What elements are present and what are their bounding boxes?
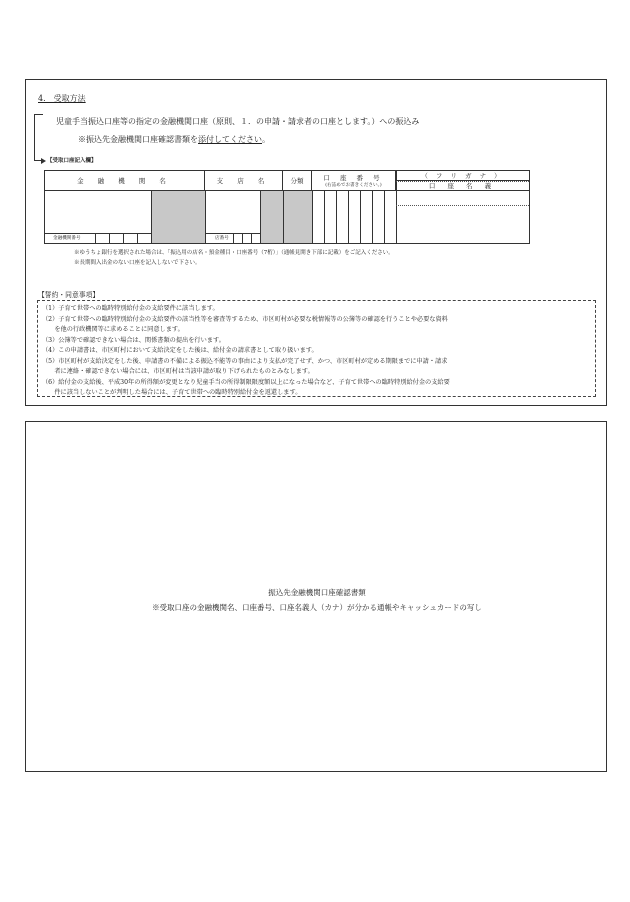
furigana-divider bbox=[396, 181, 529, 182]
branch-name-header: 支 店 名 bbox=[205, 171, 283, 191]
branch-type-shaded bbox=[260, 191, 283, 243]
account-number-title: 口 座 番 号 bbox=[323, 174, 384, 182]
attachment-instruction-prefix: ※振込先金融機関口座確認書類を bbox=[78, 135, 198, 144]
pledge-item: を他の行政機関等に求めることに同意します。 bbox=[42, 326, 184, 333]
attachment-area[interactable] bbox=[25, 421, 607, 772]
account-holder-header: 口 座 名 義 bbox=[396, 181, 529, 191]
category-shaded bbox=[284, 191, 312, 243]
furigana-field[interactable] bbox=[396, 191, 529, 205]
pledge-item: （5）市区町村が支給決定をした後、申請書の不備による振込不能等の事由により支払が完了せず、かつ、市区町村が定める期限までに申請・請求 bbox=[42, 357, 448, 365]
account-number-header bbox=[312, 171, 396, 191]
receiving-method-section bbox=[25, 79, 607, 406]
pledge-box bbox=[37, 300, 596, 397]
bank-type-shaded bbox=[151, 191, 205, 243]
category-account-divider bbox=[312, 191, 313, 243]
pledge-item: （1）子育て世帯への臨時特別給付金の支給要件に該当します。 bbox=[42, 305, 219, 312]
branch-name-field[interactable] bbox=[205, 191, 260, 233]
furigana-header: （ フ リ ガ ナ ） bbox=[396, 171, 529, 181]
pledge-item: 件に該当しないことが判明した場合には、子育て世帯への臨時特別給付金を返還します。 bbox=[42, 389, 302, 396]
bank-code-cell-1[interactable] bbox=[95, 233, 96, 243]
bank-transfer-line: 児童手当振込口座等の指定の金融機関口座（原則、１．の申請・請求者の口座とします。）への振込み bbox=[56, 117, 420, 126]
account-digit-cell-3[interactable] bbox=[348, 191, 349, 243]
pledge-item: 者に連絡・確認できない場合には、市区町村は当該申請が取り下げられたものとみなします。 bbox=[42, 368, 314, 375]
account-digit-cell-1[interactable] bbox=[324, 191, 325, 243]
pledge-heading: 【誓約・同意事項】 bbox=[38, 291, 100, 299]
bank-gray-divider bbox=[151, 191, 152, 243]
attachment-description: ※受取口座の金融機関名、口座番号、口座名義人（カナ）が分かる通帳やキャッシュカードの写し bbox=[152, 603, 482, 612]
account-holder-field[interactable] bbox=[396, 206, 529, 243]
pledge-item: （3）公簿等で確認できない場合は、関係書類の提出を行います。 bbox=[42, 336, 225, 344]
branch-code-label: 店番号 bbox=[215, 236, 229, 241]
bank-code-label: 金融機関番号 bbox=[53, 236, 81, 241]
branch-gray-divider bbox=[260, 191, 261, 243]
pledge-item: （4）この申請書は、市区町村において支給決定をした後は、給付金の請求書として取り扱います。 bbox=[42, 347, 318, 354]
bank-code-divider bbox=[45, 233, 151, 234]
attachment-instruction bbox=[78, 134, 270, 145]
arrow-right-icon bbox=[41, 158, 46, 164]
account-entry-table bbox=[44, 170, 530, 244]
account-table-label: 【受取口座記入欄】 bbox=[47, 158, 97, 164]
account-digit-cell-2[interactable] bbox=[336, 191, 337, 243]
pledge-item: （2）子育て世帯への臨時特別給付金の支給要件の該当性等を審査等するため、市区町村が必要な税情報等の公簿等の確認を行うことや必要な資料 bbox=[42, 315, 448, 323]
branch-code-cell-2[interactable] bbox=[242, 233, 243, 243]
branch-code-cell-1[interactable] bbox=[233, 233, 234, 243]
account-digit-cell-6[interactable] bbox=[384, 191, 385, 243]
category-header: 分類 bbox=[283, 171, 312, 191]
bank-code-cell-3[interactable] bbox=[123, 233, 124, 243]
account-digit-cell-5[interactable] bbox=[372, 191, 373, 243]
bracket-connector bbox=[34, 114, 43, 161]
bank-name-header: 金 融 機 関 名 bbox=[45, 171, 205, 191]
attachment-title: 振込先金融機関口座確認書類 bbox=[268, 588, 366, 597]
attachment-instruction-suffix: 。 bbox=[262, 135, 270, 144]
bank-name-field[interactable] bbox=[45, 191, 151, 233]
account-number-note: (右詰めでお書きください。) bbox=[325, 183, 382, 188]
account-digit-cell-4[interactable] bbox=[360, 191, 361, 243]
bank-code-cell-2[interactable] bbox=[109, 233, 110, 243]
yucho-bank-note: ※ゆうちょ銀行を選択された場合は、「振込用の店名・預金種目・口座番号（7桁）」（通帳見開き下部に記載）をご記入ください。 bbox=[74, 250, 394, 256]
dormant-account-note: ※長期間入出金のない口座を記入しないで下さい。 bbox=[74, 260, 201, 266]
pledge-item: （6）給付金の支給後、平成30年の所得額が変更となり児童手当の所得制限限度額以上になった場合など、子育て世帯への臨時特別給付金の支給要 bbox=[42, 378, 450, 386]
bank-code-cell-4[interactable] bbox=[137, 233, 138, 243]
branch-code-cell-3[interactable] bbox=[251, 233, 252, 243]
section-heading: 4. 受取方法 bbox=[38, 94, 86, 103]
attachment-instruction-underlined: 添付してください bbox=[198, 135, 262, 144]
